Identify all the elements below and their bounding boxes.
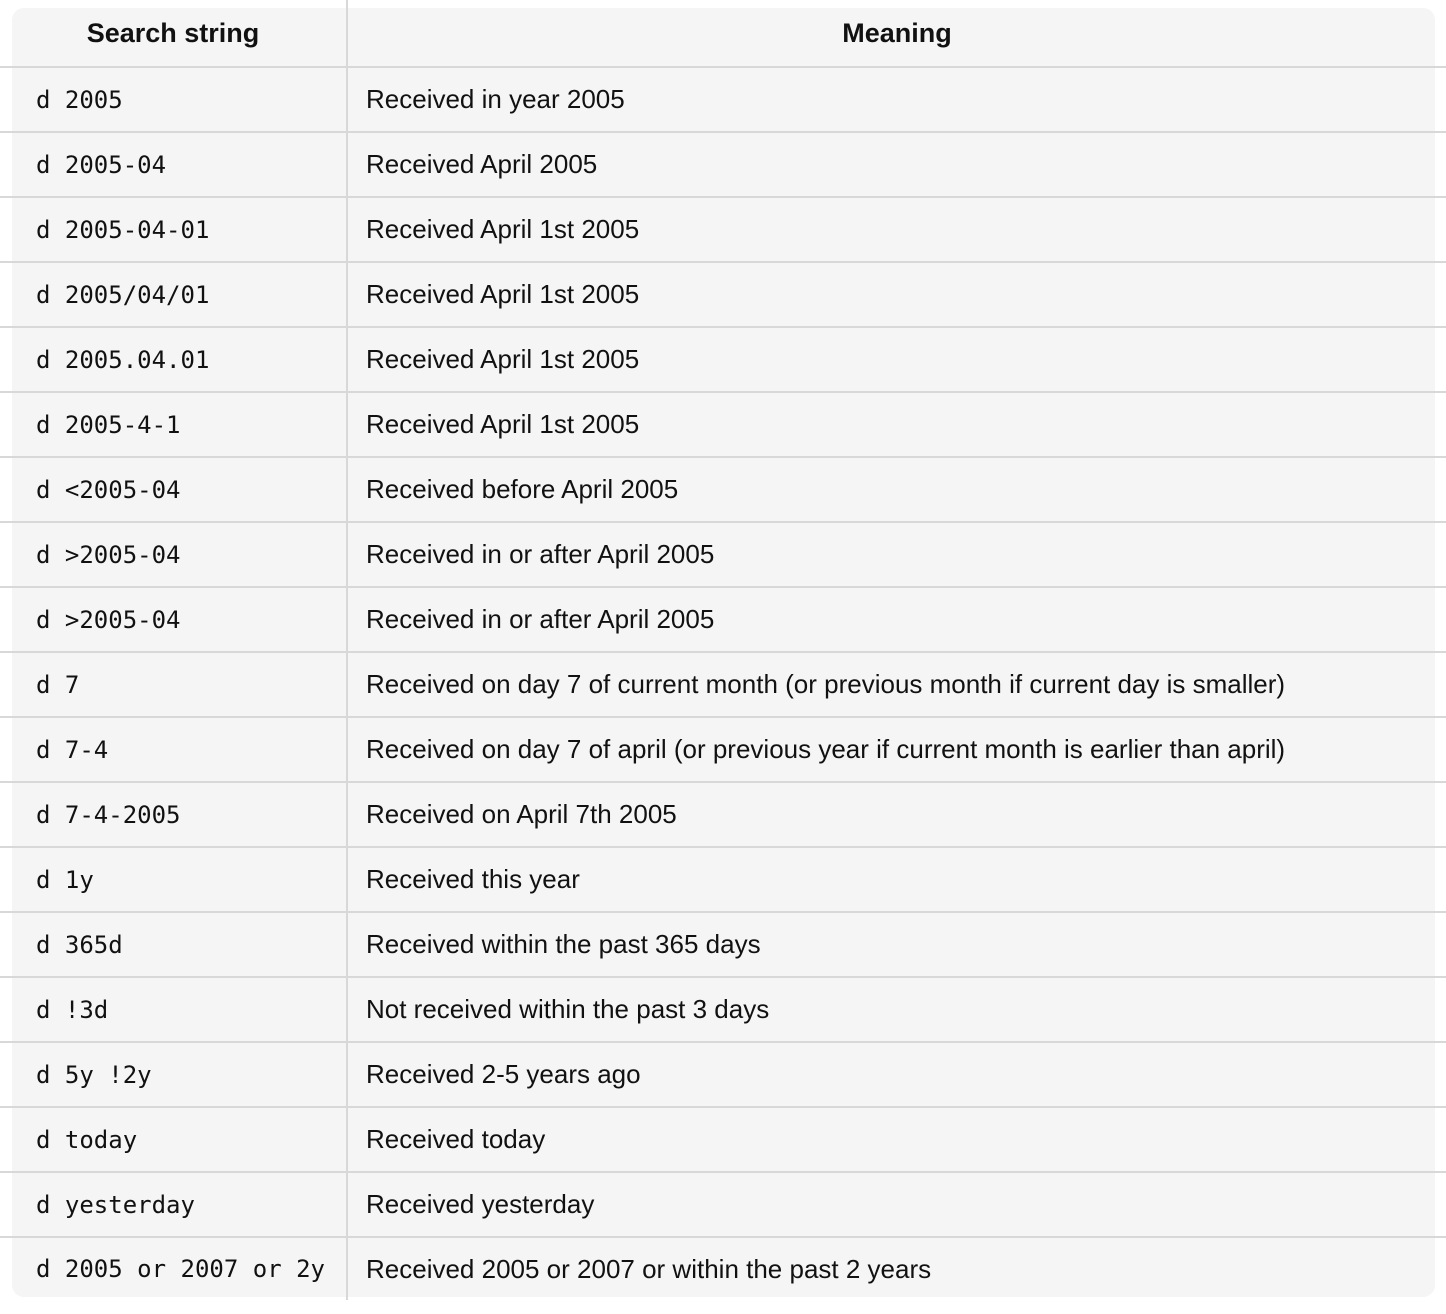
table-row: [0, 977, 1446, 1042]
meaning-cell: Received in or after April 2005: [347, 587, 1446, 652]
search-string-cell: d 2005: [0, 67, 347, 132]
search-string-cell: d 7: [0, 652, 347, 717]
table-row: [0, 782, 1446, 847]
table-row: [0, 457, 1446, 522]
meaning-cell: Received before April 2005: [347, 457, 1446, 522]
table-row: [0, 1042, 1446, 1107]
search-string-cell: d yesterday: [0, 1172, 347, 1237]
search-string-cell: d 365d: [0, 912, 347, 977]
table-row: [0, 587, 1446, 652]
meaning-cell: Received 2005 or 2007 or within the past 2 years: [366, 1253, 932, 1284]
search-string-cell: d 2005 or 2007 or 2y: [0, 1237, 347, 1300]
search-string-cell: d 1y: [0, 847, 347, 912]
table-row: [0, 67, 1446, 132]
table-row: [0, 132, 1446, 197]
search-string-cell: d >2005-04: [0, 587, 347, 652]
meaning-cell: Received today: [347, 1107, 1446, 1172]
search-string-cell: d 2005-4-1: [0, 392, 347, 457]
search-string-cell: d >2005-04: [0, 522, 347, 587]
search-string-cell: d 2005-04-01: [0, 197, 347, 262]
meaning-cell: Received on day 7 of current month (or previous month if current day is smaller): [347, 652, 1446, 717]
search-string-cell: d 7-4-2005: [0, 782, 347, 847]
meaning-cell: Received on day 7 of april (or previous year if current month is earlier than april): [347, 717, 1446, 782]
search-string-cell: d today: [0, 1107, 347, 1172]
search-string-cell: d 2005-04: [0, 132, 347, 197]
meaning-cell: Received April 1st 2005: [347, 392, 1446, 457]
meaning-cell: Received April 2005: [347, 132, 1446, 197]
search-string-cell: d 7-4: [0, 717, 347, 782]
meaning-cell: Received yesterday: [347, 1172, 1446, 1237]
meaning-cell: Received April 1st 2005: [347, 327, 1446, 392]
search-string-cell: d !3d: [0, 977, 347, 1042]
table-row: [0, 912, 1446, 977]
search-string-cell: d 5y !2y: [0, 1042, 347, 1107]
column-header-meaning: Meaning: [347, 0, 1446, 67]
meaning-cell: Received within the past 365 days: [347, 912, 1446, 977]
meaning-cell: Not received within the past 3 days: [347, 977, 1446, 1042]
meaning-cell: Received this year: [347, 847, 1446, 912]
table-row: [0, 392, 1446, 457]
meaning-cell: Received on April 7th 2005: [347, 782, 1446, 847]
search-string-cell: d 2005/04/01: [0, 262, 347, 327]
table-row: [0, 1107, 1446, 1172]
meaning-cell: Received in year 2005: [347, 67, 1446, 132]
table-header-row: [0, 0, 1446, 67]
table-row: [0, 717, 1446, 782]
table-row: [0, 1237, 1446, 1300]
column-header-search-string: Search string: [0, 0, 347, 67]
meaning-cell: Received April 1st 2005: [347, 262, 1446, 327]
search-string-cell: d <2005-04: [0, 457, 347, 522]
search-string-cell: d 2005.04.01: [0, 327, 347, 392]
table-row: [0, 847, 1446, 912]
table-row: [0, 522, 1446, 587]
table-row: [0, 652, 1446, 717]
meaning-cell: Received in or after April 2005: [347, 522, 1446, 587]
table-row: [0, 262, 1446, 327]
table-row: [0, 327, 1446, 392]
meaning-cell: Received April 1st 2005: [347, 197, 1446, 262]
table-row: [0, 197, 1446, 262]
table-row: [0, 1172, 1446, 1237]
meaning-cell: Received 2-5 years ago: [347, 1042, 1446, 1107]
